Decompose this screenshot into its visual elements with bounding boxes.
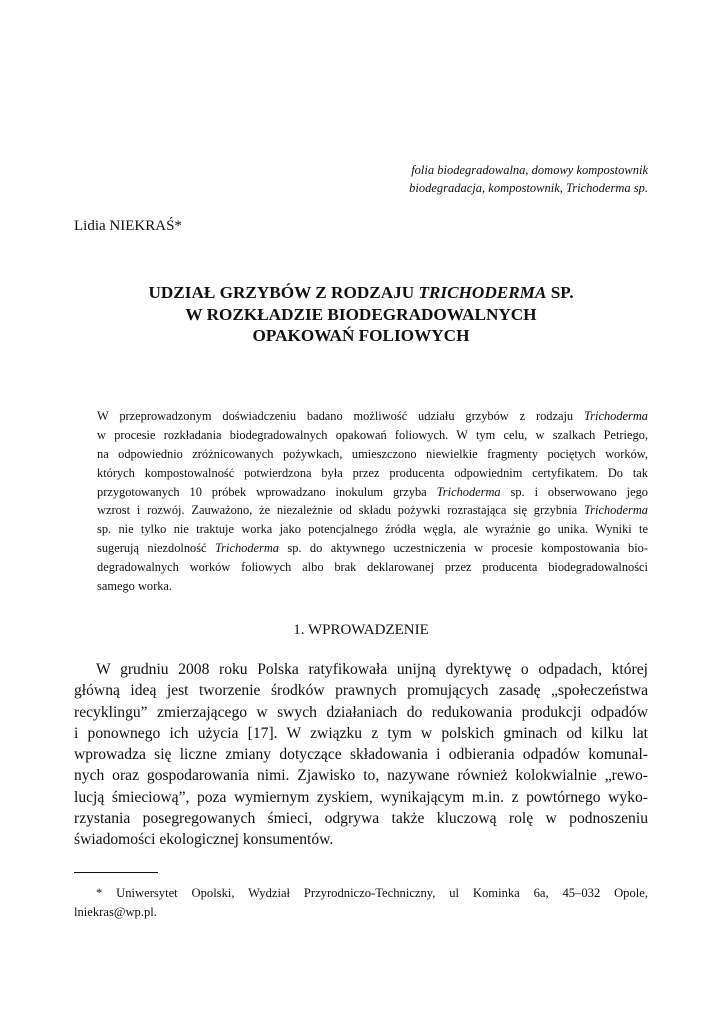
title-line-2: W ROZKŁADZIE BIODEGRADOWALNYCH	[185, 304, 537, 324]
abstract-line: przygotowanych 10 próbek wprowadzano inokulum grzyba Trichoderma sp. i obserwowano jego	[97, 484, 648, 499]
body-line: świadomości ekologicznej konsumentów.	[74, 831, 334, 849]
body-line: i ponownego ich użycia [17]. W związku z tym w polskich gminach od kilku lat	[74, 724, 648, 742]
section-heading: 1. WPROWADZENIE	[293, 622, 429, 638]
keywords-line-1: folia biodegradowalna, domowy kompostownik	[411, 163, 648, 177]
title-line-1: UDZIAŁ GRZYBÓW Z RODZAJU TRICHODERMA SP.	[148, 283, 574, 302]
title-line-3: OPAKOWAŃ FOLIOWYCH	[252, 326, 470, 345]
footnote-line: * Uniwersytet Opolski, Wydział Przyrodniczo-Techniczny, ul Kominka 6a, 45–032 Opole,	[96, 886, 648, 900]
body-line: W grudniu 2008 roku Polska ratyfikowała unijną dyrektywę o odpadach, której	[96, 661, 648, 678]
abstract-line: w procesie rozkładania biodegradowalnych opakowań foliowych. W tym celu, w szalkach Petriego,	[97, 427, 648, 442]
footnote	[74, 884, 648, 921]
footnote-divider	[74, 872, 158, 873]
abstract-line: samego worka.	[97, 579, 173, 594]
abstract-line: sugerują niezdolność Trichoderma sp. do aktywnego uczestniczenia w procesie kompostowania bio-	[97, 541, 648, 556]
keywords	[248, 161, 648, 197]
body-line: nych oraz gospodarowania nimi. Zjawisko to, nazywane również kolokwialnie „rewo-	[74, 767, 648, 785]
abstract-line: na odpowiednio zróżnicowanych pożywkach, umieszczono niewielkie fragmenty pociętych worków,	[97, 446, 648, 461]
paper-title	[74, 282, 648, 347]
abstract-line: których kompostowalność potwierdzona była przez producenta odpowiednim certyfikatem. Do tak	[97, 465, 648, 480]
body-line: lucją śmieciową”, poza wymiernym zyskiem, wynikającym m.in. z powtórnego wyko-	[74, 788, 648, 806]
body-line: wprowadza się liczne zmiany dotyczące składowania i odbierania odpadów komunal-	[74, 746, 648, 764]
author-name: Lidia NIEKRAŚ*	[74, 218, 182, 234]
abstract-line: wzrost i rozwój. Zauważono, że niezależnie od składu pożywki rozrastająca się grzybnia Trichoderma	[97, 503, 648, 518]
body-line: recyklingu” zmierzającego w swych działaniach do redukowania produkcji odpadów	[74, 703, 648, 721]
footnote-line: lniekras@wp.pl.	[74, 904, 157, 919]
abstract-line: sp. nie tylko nie traktuje worka jako potencjalnego źródła węgla, ale wyraźnie go unika. Wyniki te	[97, 522, 648, 537]
abstract-line: W przeprowadzonym doświadczeniu badano możliwość udziału grzybów z rodzaju Trichoderma	[97, 409, 648, 423]
body-line: główną ideą jest tworzenie środków prawnych promujących zasadę „społeczeństwa	[74, 682, 648, 700]
body-paragraph	[74, 659, 648, 851]
abstract	[97, 407, 648, 596]
abstract-line: degradowalnych worków foliowych albo brak deklarowanej przez producenta biodegradowalności	[97, 560, 648, 575]
body-line: rzystania posegregowanych śmieci, odgrywa także kluczową rolę w podnoszeniu	[74, 810, 648, 828]
keywords-line-2: biodegradacja, kompostownik, Trichoderma sp.	[409, 181, 648, 195]
